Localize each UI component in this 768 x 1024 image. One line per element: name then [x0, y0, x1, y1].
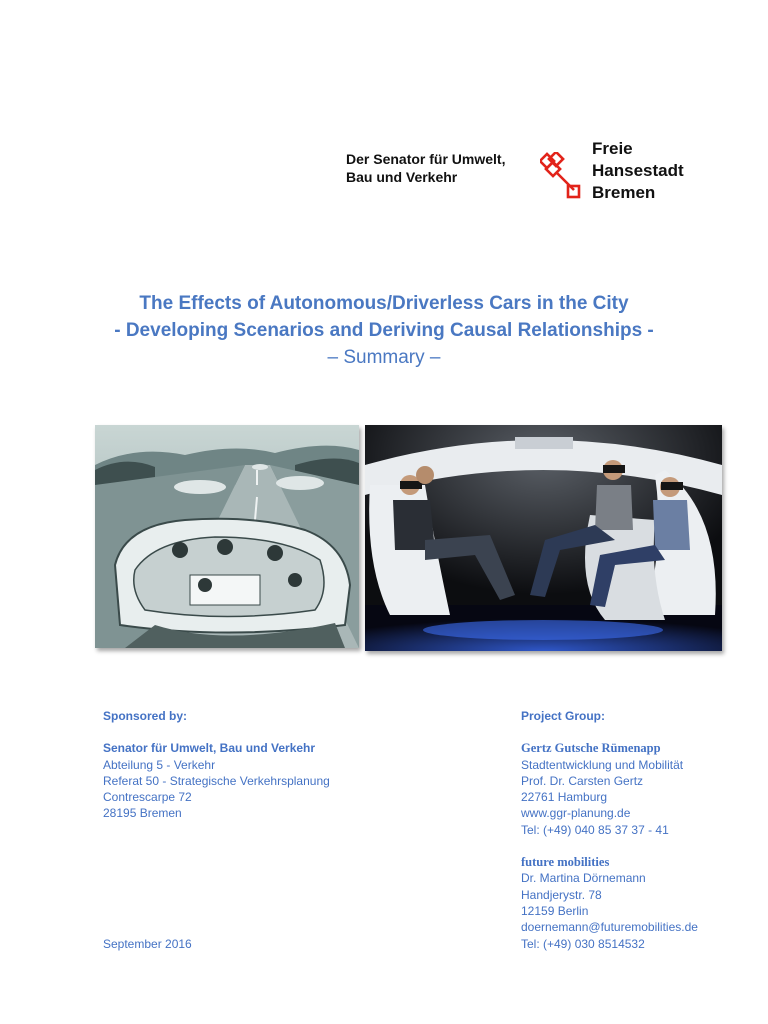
- project-org1-line: Stadtentwicklung und Mobilität: [521, 757, 684, 772]
- title-line-1: The Effects of Autonomous/Driverless Cars in the City: [139, 293, 629, 314]
- sponsor-line: Contrescarpe 72: [103, 790, 192, 805]
- project-email-link[interactable]: doernemann@futuremobilities.de: [521, 920, 698, 935]
- title-summary: – Summary –: [327, 347, 441, 368]
- publication-date: September 2016: [103, 937, 192, 951]
- project-website-link[interactable]: www.ggr-planung.de: [521, 806, 631, 821]
- bremen-key-icon: [540, 152, 582, 202]
- sponsor-org: Senator für Umwelt, Bau und Verkehr: [103, 741, 316, 756]
- project-group-block: [521, 708, 698, 952]
- sponsor-line: Abteilung 5 - Verkehr: [103, 757, 216, 772]
- project-org1-line: Tel: (+49) 040 85 37 37 - 41: [521, 822, 669, 837]
- project-org1-line: Prof. Dr. Carsten Gertz: [521, 773, 644, 788]
- sponsor-heading: Sponsored by:: [103, 709, 188, 723]
- bremen-line-2: Hansestadt: [592, 161, 684, 180]
- bremen-line-1: Freie: [592, 139, 633, 158]
- project-org-1: Gertz Gutsche Rümenapp: [521, 741, 661, 756]
- senator-logo-text: [346, 150, 536, 186]
- sponsor-line: 28195 Bremen: [103, 806, 182, 821]
- project-org2-line: Tel: (+49) 030 8514532: [521, 936, 645, 951]
- senator-line-2: Bau und Verkehr: [346, 169, 458, 185]
- bremen-logo-text: [592, 138, 684, 204]
- project-org-2: future mobilities: [521, 855, 610, 870]
- title-line-2: - Developing Scenarios and Deriving Causal Relationships -: [114, 320, 654, 341]
- project-org2-line: Handjerystr. 78: [521, 887, 602, 902]
- senator-line-1: Der Senator für Umwelt,: [346, 151, 506, 167]
- sponsor-block: [103, 708, 330, 822]
- project-org1-line: 22761 Hamburg: [521, 790, 608, 805]
- vintage-driverless-car-image: [95, 425, 359, 648]
- project-heading: Project Group:: [521, 709, 606, 723]
- sponsor-line: Referat 50 - Strategische Verkehrsplanung: [103, 773, 330, 788]
- document-title: [0, 290, 768, 371]
- bremen-line-3: Bremen: [592, 183, 656, 202]
- autonomous-car-interior-image: [365, 425, 722, 651]
- project-org2-line: Dr. Martina Dörnemann: [521, 871, 646, 886]
- project-org2-line: 12159 Berlin: [521, 903, 589, 918]
